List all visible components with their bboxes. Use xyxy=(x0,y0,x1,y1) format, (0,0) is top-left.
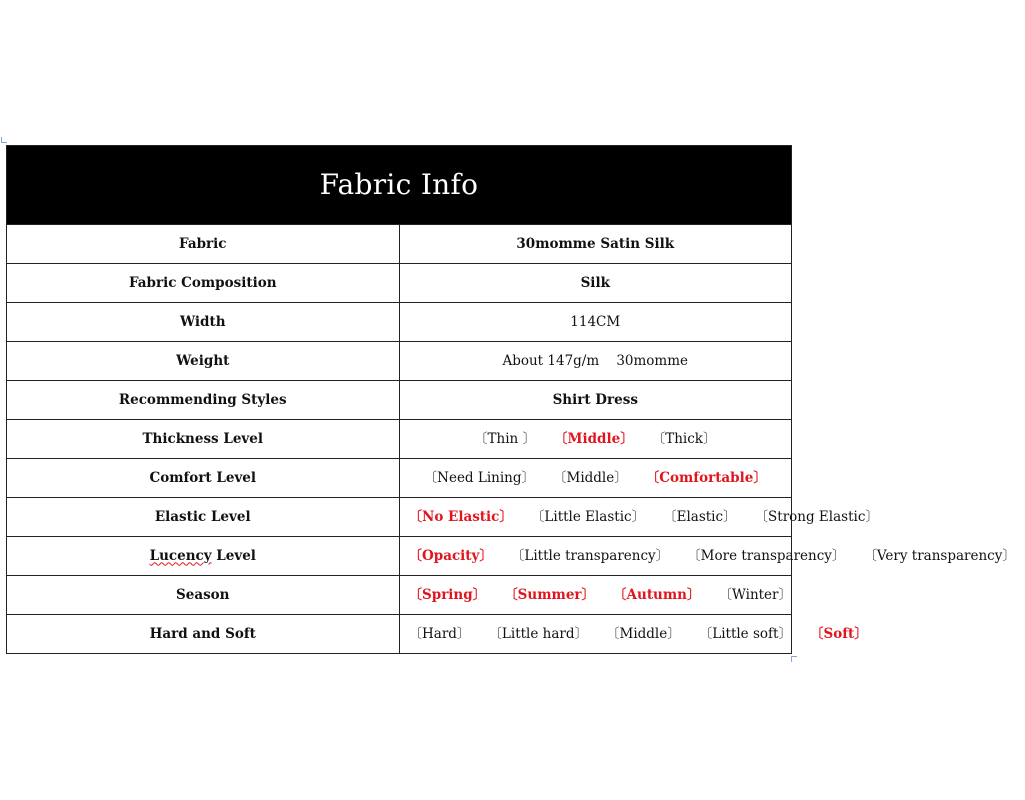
table-row-fabric-composition xyxy=(7,264,792,303)
row-value: Silk xyxy=(399,264,792,303)
option: 〔Little Elastic〕 xyxy=(530,508,646,525)
option: 〔Thick〕 xyxy=(651,430,717,447)
row-label: Recommending Styles xyxy=(7,381,400,420)
table-row-hard-and-soft xyxy=(7,615,792,654)
row-label xyxy=(7,537,400,576)
option-selected: 〔Comfortable〕 xyxy=(645,469,767,486)
option-selected: 〔Spring〕 xyxy=(408,586,487,603)
option-selected: 〔Opacity〕 xyxy=(408,547,493,564)
row-options xyxy=(399,498,879,537)
option-selected: 〔Summer〕 xyxy=(504,586,596,603)
row-label-rest: Level xyxy=(211,547,256,564)
option-selected: 〔No Elastic〕 xyxy=(408,508,513,525)
row-options xyxy=(399,615,868,654)
page-corner-mark-bottom-right xyxy=(791,656,797,662)
table-row-fabric xyxy=(7,225,792,264)
row-options xyxy=(399,420,792,459)
row-value: 114CM xyxy=(399,303,792,342)
option: 〔Elastic〕 xyxy=(663,508,737,525)
option: 〔Need Lining〕 xyxy=(423,469,535,486)
option: 〔Little hard〕 xyxy=(488,625,588,642)
option: 〔Hard〕 xyxy=(408,625,471,642)
row-label: Comfort Level xyxy=(7,459,400,498)
option: 〔More transparency〕 xyxy=(687,547,846,564)
option: 〔Little soft〕 xyxy=(698,625,792,642)
option: 〔Thin 〕 xyxy=(474,430,537,447)
option: 〔Winter〕 xyxy=(718,586,793,603)
row-label: Fabric xyxy=(7,225,400,264)
row-value: 30momme Satin Silk xyxy=(399,225,792,264)
row-label: Hard and Soft xyxy=(7,615,400,654)
option-selected: 〔Soft〕 xyxy=(809,625,868,642)
page-corner-mark-top-left xyxy=(1,137,7,143)
option-selected: 〔Autumn〕 xyxy=(613,586,701,603)
row-options xyxy=(399,459,792,498)
row-value: About 147g/m 30momme xyxy=(399,342,792,381)
row-value: Shirt Dress xyxy=(399,381,792,420)
table-row-weight xyxy=(7,342,792,381)
row-label: Fabric Composition xyxy=(7,264,400,303)
table-row-recommending-styles xyxy=(7,381,792,420)
row-options xyxy=(399,576,792,615)
row-label: Season xyxy=(7,576,400,615)
row-label: Thickness Level xyxy=(7,420,400,459)
row-options xyxy=(399,537,1016,576)
table-row-elastic-level xyxy=(7,498,792,537)
option: 〔Middle〕 xyxy=(553,469,628,486)
spellcheck-underlined-word: Lucency xyxy=(149,547,212,564)
table-row-season xyxy=(7,576,792,615)
option-selected: 〔Middle〕 xyxy=(554,430,634,447)
table-title: Fabric Info xyxy=(7,146,792,225)
row-label: Elastic Level xyxy=(7,498,400,537)
row-label: Weight xyxy=(7,342,400,381)
option: 〔Middle〕 xyxy=(606,625,681,642)
option: 〔Very transparency〕 xyxy=(863,547,1016,564)
option: 〔Strong Elastic〕 xyxy=(754,508,879,525)
table-row-thickness-level xyxy=(7,420,792,459)
row-label: Width xyxy=(7,303,400,342)
table-row-width xyxy=(7,303,792,342)
option: 〔Little transparency〕 xyxy=(510,547,670,564)
fabric-info-table xyxy=(6,145,1016,654)
table-row-lucency-level xyxy=(7,537,792,576)
table-row-comfort-level xyxy=(7,459,792,498)
